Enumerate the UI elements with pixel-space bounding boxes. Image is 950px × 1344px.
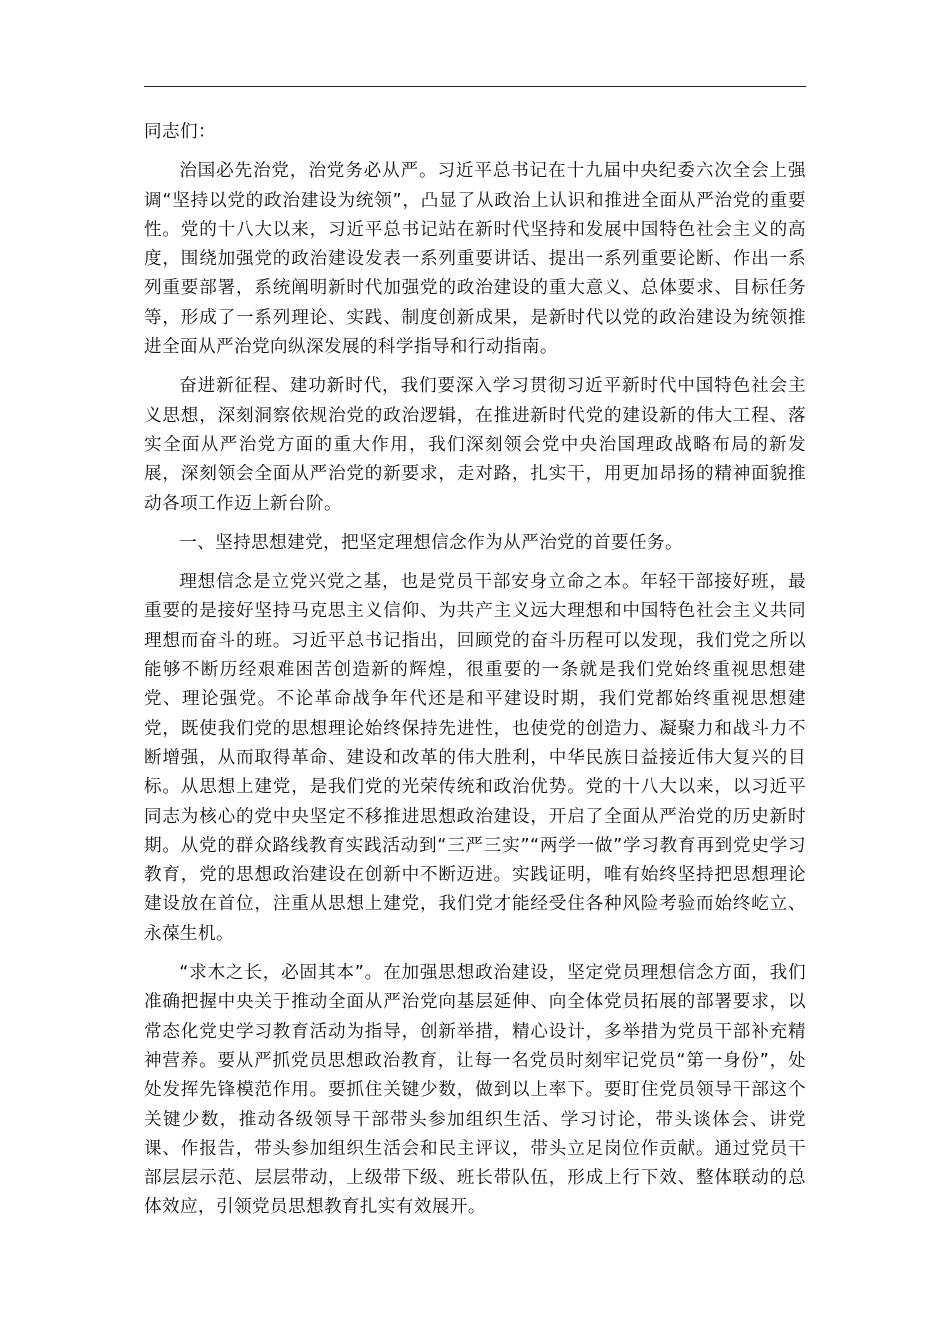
paragraph-ideals: 理想信念是立党兴党之基，也是党员干部安身立命之本。年轻干部接好班，最重要的是接好坚持马克思主义信仰、为共产主义远大理想和中国特色社会主义共同理想而奋斗的班。习近平总书记指出，回顾党的奋斗历程可以发现，我们党之所以能够不断历经艰难困苦创造新的辉煌，很重要的一条就是我们党始终重视思想建党、理论强党。不论革命战争年代还是和平建设时期，我们党都始终重视思想建党，既使我们党的思想理论始终保持先进性，也使党的创造力、凝聚力和战斗力不断增强，从而取得革命、建设和改革的伟大胜利，中华民族日益接近伟大复兴的目标。从思想上建党，是我们党的光荣传统和政治优势。党的十八大以来，以习近平同志为核心的党中央坚定不移推进思想政治建设，开启了全面从严治党的历史新时期。从党的群众路线教育实践活动到“三严三实”“两学一做”学习教育再到党史学习教育，党的思想政治建设在创新中不断迈进。实践证明，唯有始终坚持把思想理论建设放在首位，注重从思想上建党，我们党才能经受住各种风险考验而始终屹立、永葆生机。 xyxy=(144,572,806,944)
document-body xyxy=(144,118,806,1233)
header-rule xyxy=(144,86,806,87)
paragraph-intro: 治国必先治党，治党务必从严。习近平总书记在十九届中央纪委六次全会上强调“坚持以党的政治建设为统领”，凸显了从政治上认识和推进全面从严治党的重要性。党的十八大以来，习近平总书记站在新时代坚持和发展中国特色社会主义的高度，围绕加强党的政治建设发表一系列重要讲话、提出一系列重要论断、作出一系列重要部署，系统阐明新时代加强党的政治建设的重大意义、总体要求、目标任务等，形成了一系列理论、实践、制度创新成果，是新时代以党的政治建设为统领推进全面从严治党向纵深发展的科学指导和行动指南。 xyxy=(144,161,806,358)
section-heading-1: 一、坚持思想建党，把坚定理想信念作为从严治党的首要任务。 xyxy=(179,532,684,553)
salutation: 同志们： xyxy=(144,122,216,142)
paragraph-new-era: 奋进新征程、建功新时代，我们要深入学习贯彻习近平新时代中国特色社会主义思想，深刻洞察依规治党的政治逻辑，在推进新时代党的建设新的伟大工程、落实全面从严治党方面的重大作用，我们深刻领会党中央治国理政战略布局的新发展，深刻领会全面从严治党的新要求，走对路，扎实干，用更加昂扬的精神面貌推动各项工作迈上新台阶。 xyxy=(144,376,806,514)
paragraph-root: “求木之长，必固其本”。在加强思想政治建设，坚定党员理想信念方面，我们准确把握中央关于推动全面从严治党向基层延伸、向全体党员拓展的部署要求，以常态化党史学习教育活动为指导，创新举措，精心设计，多举措为党员干部补充精神营养。要从严抓党员思想政治教育，让每一名党员时刻牢记党员“第一身份”，处处发挥先锋模范作用。要抓住关键少数，做到以上率下。要盯住党员领导干部这个关键少数，推动各级领导干部带头参加组织生活、学习讨论，带头谈体会、讲党课、作报告，带头参加组织生活会和民主评议，带头立足岗位作贡献。通过党员干部层层示范、层层带动，上级带下级、班长带队伍，形成上行下效、整体联动的总体效应，引领党员思想教育扎实有效展开。 xyxy=(144,963,806,1218)
